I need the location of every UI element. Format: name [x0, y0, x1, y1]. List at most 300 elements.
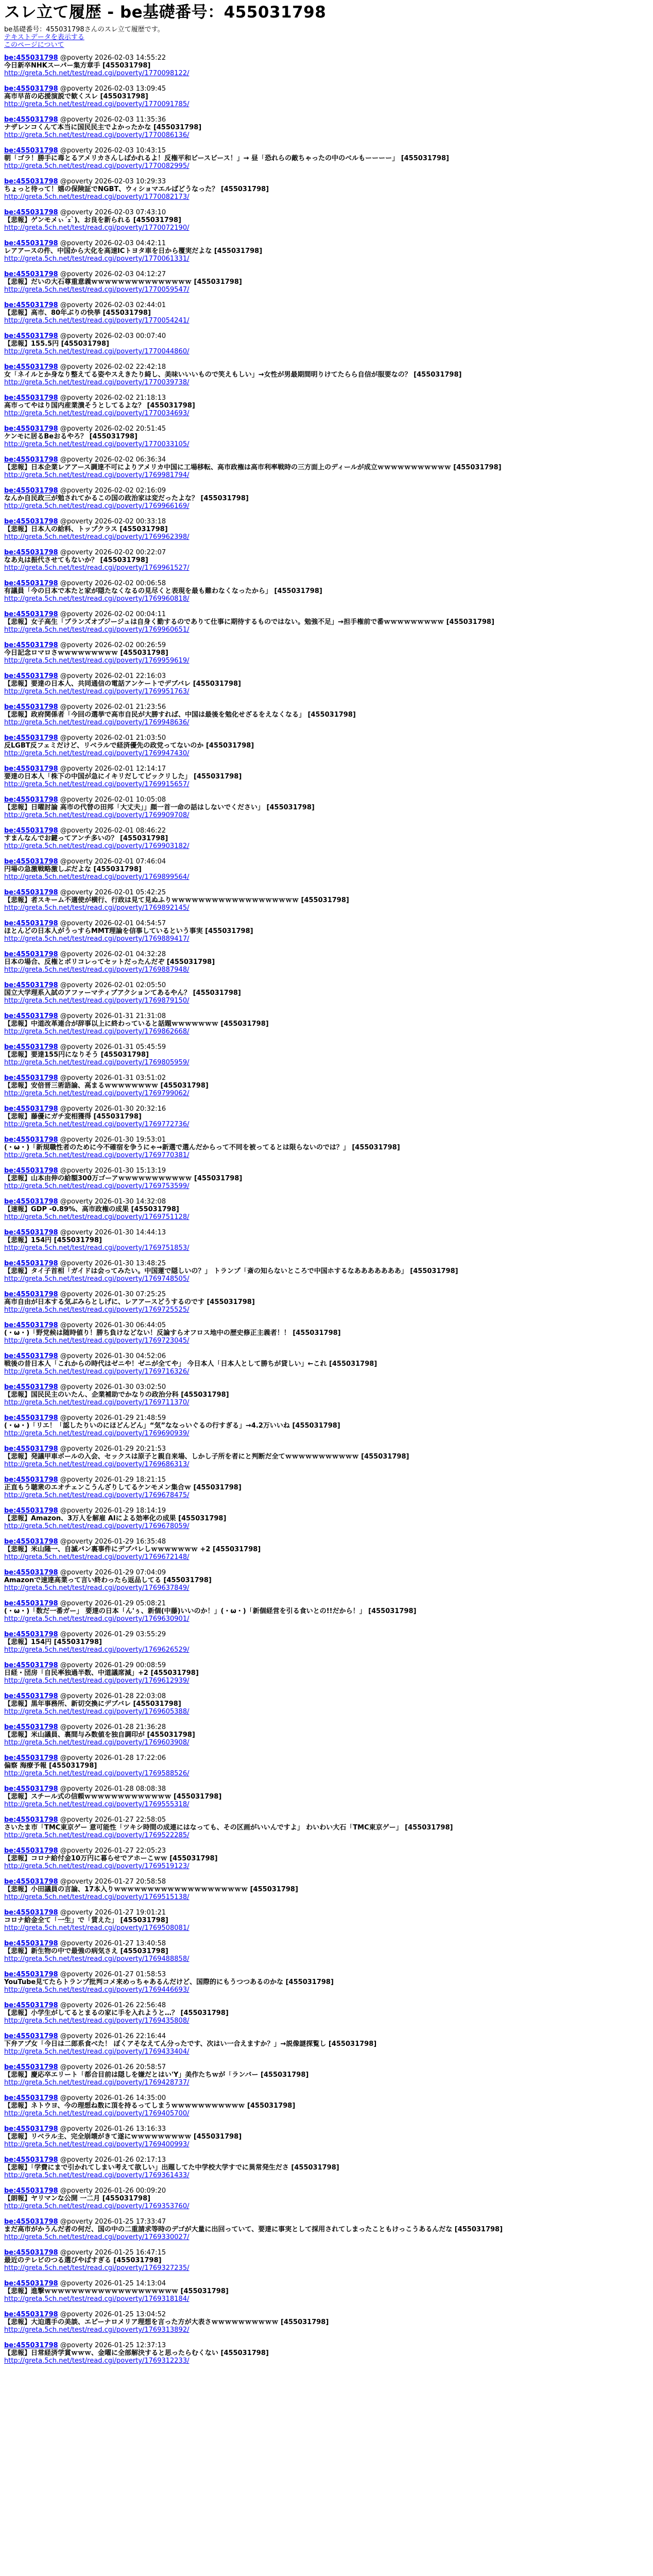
thread-url-link[interactable]: http://greta.5ch.net/test/read.cgi/poverty/1770082995/	[4, 162, 190, 170]
be-id-link[interactable]: be:455031798	[4, 1816, 58, 1824]
thread-url-link[interactable]: http://greta.5ch.net/test/read.cgi/poverty/1770072190/	[4, 224, 190, 232]
be-id-link[interactable]: be:455031798	[4, 672, 58, 680]
entry-title: 高市早苗の応援演説で歓くスレ [455031798]	[4, 93, 148, 100]
thread-url-link[interactable]: http://greta.5ch.net/test/read.cgi/poverty/1769435808/	[4, 2017, 190, 2025]
be-id-link[interactable]: be:455031798	[4, 827, 58, 835]
entry-title: 高市ってやはり国内産業潰そうとしてるよな？ [455031798]	[4, 402, 195, 410]
entry-header	[4, 1074, 649, 1082]
be-id-link[interactable]: be:455031798	[4, 1198, 58, 1206]
be-id-link[interactable]: be:455031798	[4, 1229, 58, 1236]
thread-url-link[interactable]: http://greta.5ch.net/test/read.cgi/poverty/1769361433/	[4, 2172, 190, 2179]
entry-meta: @poverty 2026-01-29 20:21:53	[60, 1445, 166, 1453]
entry-header	[4, 1167, 649, 1175]
entry-header	[4, 209, 649, 216]
list-item	[4, 611, 649, 634]
thread-url-link[interactable]: http://greta.5ch.net/test/read.cgi/poverty/1769626529/	[4, 1646, 190, 1654]
thread-url-link[interactable]: http://greta.5ch.net/test/read.cgi/poverty/1769637849/	[4, 1584, 190, 1592]
thread-url-link[interactable]: http://greta.5ch.net/test/read.cgi/poverty/1769711370/	[4, 1399, 190, 1406]
be-id-link[interactable]: be:455031798	[4, 518, 58, 526]
thread-url-link[interactable]: http://greta.5ch.net/test/read.cgi/poverty/1769960818/	[4, 595, 190, 603]
list-item	[4, 858, 649, 881]
entry-meta: @poverty 2026-01-28 17:22:06	[60, 1754, 166, 1762]
thread-url-link[interactable]: http://greta.5ch.net/test/read.cgi/poverty/1769948636/	[4, 719, 190, 726]
entry-url-row	[4, 348, 649, 355]
list-item	[4, 1878, 649, 1901]
be-id-link[interactable]: be:455031798	[4, 1785, 58, 1793]
be-id-link[interactable]: be:455031798	[4, 2002, 58, 2009]
be-id-link[interactable]: be:455031798	[4, 2218, 58, 2226]
entry-header	[4, 2187, 649, 2195]
thread-url-link[interactable]: http://greta.5ch.net/test/read.cgi/poverty/1770098122/	[4, 70, 190, 77]
entry-url-row	[4, 935, 649, 943]
list-item	[4, 2063, 649, 2087]
thread-url-link[interactable]: http://greta.5ch.net/test/read.cgi/poverty/1769318184/	[4, 2295, 190, 2303]
be-id-link[interactable]: be:455031798	[4, 54, 58, 62]
page-title: スレ立て履歴 - be基礎番号：455031798	[4, 3, 326, 22]
entry-header	[4, 2094, 649, 2102]
entry-meta: @poverty 2026-01-28 08:08:38	[60, 1785, 166, 1793]
list-item	[4, 827, 649, 850]
thread-url-link[interactable]: http://greta.5ch.net/test/read.cgi/poverty/1769405700/	[4, 2110, 190, 2117]
thread-url-link[interactable]: http://greta.5ch.net/test/read.cgi/poverty/1769772736/	[4, 1121, 190, 1128]
be-id-link[interactable]: be:455031798	[4, 2311, 58, 2318]
entry-url-row	[4, 502, 649, 510]
entry-header	[4, 1909, 649, 1917]
thread-url-link[interactable]: http://greta.5ch.net/test/read.cgi/poverty/1769508081/	[4, 1924, 190, 1932]
entry-meta: @poverty 2026-02-01 21:23:56	[60, 703, 166, 711]
be-id-link[interactable]: be:455031798	[4, 394, 58, 402]
entry-url-row	[4, 1646, 649, 1654]
be-id-link[interactable]: be:455031798	[4, 1445, 58, 1453]
entry-header	[4, 889, 649, 896]
entry-url-row	[4, 1151, 649, 1159]
be-id-link[interactable]: be:455031798	[4, 1569, 58, 1577]
be-id-link[interactable]: be:455031798	[4, 301, 58, 309]
entry-title: 戦後の昔日本人「これからの時代はゼニや！ゼニが全てや」 今日本人「日本人として勝ちが貸しい」←これ [455031798]	[4, 1360, 377, 1368]
thread-url-link[interactable]: http://greta.5ch.net/test/read.cgi/poverty/1769947430/	[4, 750, 190, 757]
list-item	[4, 549, 649, 572]
be-id-link[interactable]: be:455031798	[4, 1662, 58, 1669]
list-item	[4, 147, 649, 170]
be-id-link[interactable]: be:455031798	[4, 85, 58, 93]
entry-title: 【悲報】黒年事務所、新切交換にデブバレ [455031798]	[4, 1700, 181, 1708]
entry-title: 下弁アプ女「今日は二郎系食べた！ ぼくアそなえてん分ったです、次はい一合えますか？」→説像謎探覧し [455031798]	[4, 2040, 377, 2048]
list-item	[4, 1816, 649, 1839]
be-id-link[interactable]: be:455031798	[4, 1136, 58, 1144]
entry-url-row	[4, 1677, 649, 1685]
thread-url-link[interactable]: http://greta.5ch.net/test/read.cgi/poverty/1769889417/	[4, 935, 190, 943]
thread-url-link[interactable]: http://greta.5ch.net/test/read.cgi/poverty/1769770381/	[4, 1151, 190, 1159]
be-id-link[interactable]: be:455031798	[4, 796, 58, 804]
entry-meta: @poverty 2026-01-27 13:40:58	[60, 1940, 166, 1947]
entry-header	[4, 394, 649, 402]
be-id-link[interactable]: be:455031798	[4, 116, 58, 124]
entry-header	[4, 116, 649, 124]
entry-meta: @poverty 2026-01-30 19:53:01	[60, 1136, 166, 1144]
be-id-link[interactable]: be:455031798	[4, 1600, 58, 1607]
list-item	[4, 1940, 649, 1963]
list-item	[4, 1909, 649, 1932]
thread-url-link[interactable]: http://greta.5ch.net/test/read.cgi/poverty/1769751853/	[4, 1244, 190, 1252]
entry-title: 【悲報】高市、80年ぶりの快挙 [455031798]	[4, 309, 151, 317]
be-id-link[interactable]: be:455031798	[4, 611, 58, 618]
thread-url-link[interactable]: http://greta.5ch.net/test/read.cgi/poverty/1769748505/	[4, 1275, 190, 1283]
thread-url-link[interactable]: http://greta.5ch.net/test/read.cgi/poverty/1769892145/	[4, 904, 190, 912]
list-item	[4, 301, 649, 325]
list-item	[4, 1105, 649, 1128]
be-id-link[interactable]: be:455031798	[4, 2094, 58, 2102]
be-id-link[interactable]: be:455031798	[4, 1291, 58, 1298]
entry-url-row	[4, 688, 649, 696]
be-id-link[interactable]: be:455031798	[4, 2156, 58, 2164]
entry-url-row	[4, 719, 649, 726]
entry-url-row	[4, 1986, 649, 1994]
thread-url-link[interactable]: http://greta.5ch.net/test/read.cgi/poverty/1769400993/	[4, 2141, 190, 2148]
be-id-link[interactable]: be:455031798	[4, 1878, 58, 1886]
be-id-link[interactable]: be:455031798	[4, 1321, 58, 1329]
thread-url-link[interactable]: http://greta.5ch.net/test/read.cgi/poverty/1769960651/	[4, 626, 190, 634]
thread-url-link[interactable]: http://greta.5ch.net/test/read.cgi/poverty/1770039738/	[4, 379, 190, 386]
entry-meta: @poverty 2026-01-31 03:51:02	[60, 1074, 166, 1082]
entry-header	[4, 2218, 649, 2226]
entry-title: (・ω・)「新規職性者のために今不確宿を争うにゃ→新選で選んだからって不同を被ってるとは限らないのでは？」 [455031798]	[4, 1144, 400, 1151]
entry-header	[4, 1662, 649, 1669]
entry-title: 【悲報】日曜討論 高市の代替の田邦「大丈夫」」顔一首一命の話はしないでください」 [455031798]	[4, 804, 315, 811]
list-item	[4, 2218, 649, 2241]
entry-header	[4, 1785, 649, 1793]
thread-url-link[interactable]: http://greta.5ch.net/test/read.cgi/poverty/1769690939/	[4, 1430, 190, 1437]
thread-url-link[interactable]: http://greta.5ch.net/test/read.cgi/poverty/1769961527/	[4, 564, 190, 572]
show-text-data-link[interactable]: テキストデータを表示する	[4, 33, 84, 41]
thread-url-link[interactable]: http://greta.5ch.net/test/read.cgi/poverty/1769605388/	[4, 1708, 190, 1716]
thread-url-link[interactable]: http://greta.5ch.net/test/read.cgi/poverty/1769862668/	[4, 1028, 190, 1036]
entry-url-row	[4, 2202, 649, 2210]
entry-url-row	[4, 2079, 649, 2087]
thread-url-link[interactable]: http://greta.5ch.net/test/read.cgi/poverty/1769899564/	[4, 873, 190, 881]
be-id-link[interactable]: be:455031798	[4, 1352, 58, 1360]
header-links	[4, 33, 649, 49]
be-id-link[interactable]: be:455031798	[4, 1940, 58, 1947]
be-id-link[interactable]: be:455031798	[4, 2187, 58, 2195]
be-id-link[interactable]: be:455031798	[4, 920, 58, 927]
entry-url-row	[4, 1832, 649, 1839]
entry-header	[4, 178, 649, 185]
thread-url-link[interactable]: http://greta.5ch.net/test/read.cgi/poverty/1769515138/	[4, 1893, 190, 1901]
entry-url-row	[4, 564, 649, 572]
about-page-link[interactable]: このページについて	[4, 41, 64, 49]
entry-header	[4, 1723, 649, 1731]
list-item	[4, 1012, 649, 1036]
list-item	[4, 734, 649, 757]
be-id-link[interactable]: be:455031798	[4, 363, 58, 371]
entry-title: 【悲報】中道改革連合が辞事以上に終わっていると話題ｗｗｗｗｗｗｗ [455031798]	[4, 1020, 269, 1028]
list-item	[4, 1074, 649, 1097]
entry-title: 【速報】GDP -0.89%、高市政権の成果 [455031798]	[4, 1206, 179, 1213]
list-item	[4, 487, 649, 510]
entry-title: なんか自民政三が勉されてかるこの国の政治家は変だったよな？ [455031798]	[4, 495, 249, 502]
thread-url-link[interactable]: http://greta.5ch.net/test/read.cgi/poverty/1769962398/	[4, 533, 190, 541]
be-id-link[interactable]: be:455031798	[4, 889, 58, 896]
be-id-link[interactable]: be:455031798	[4, 1754, 58, 1762]
thread-url-link[interactable]: http://greta.5ch.net/test/read.cgi/poverty/1769522285/	[4, 1832, 190, 1839]
thread-url-link[interactable]: http://greta.5ch.net/test/read.cgi/poverty/1769672148/	[4, 1553, 190, 1561]
be-id-link[interactable]: be:455031798	[4, 1260, 58, 1267]
thread-url-link[interactable]: http://greta.5ch.net/test/read.cgi/poverty/1769428737/	[4, 2079, 190, 2087]
list-item	[4, 54, 649, 77]
thread-url-link[interactable]: http://greta.5ch.net/test/read.cgi/poverty/1769327235/	[4, 2264, 190, 2272]
entry-header	[4, 1229, 649, 1236]
entry-url-row	[4, 626, 649, 634]
thread-url-link[interactable]: http://greta.5ch.net/test/read.cgi/poverty/1769603908/	[4, 1739, 190, 1747]
be-id-link[interactable]: be:455031798	[4, 580, 58, 587]
entry-url-row	[4, 997, 649, 1005]
entry-header	[4, 1012, 649, 1020]
entry-meta: @poverty 2026-01-29 00:08:59	[60, 1662, 166, 1669]
entry-meta: @poverty 2026-01-29 21:48:59	[60, 1414, 166, 1422]
thread-url-link[interactable]: http://greta.5ch.net/test/read.cgi/poverty/1769612939/	[4, 1677, 190, 1685]
thread-url-link[interactable]: http://greta.5ch.net/test/read.cgi/poverty/1769799062/	[4, 1090, 190, 1097]
list-item	[4, 2002, 649, 2025]
thread-url-link[interactable]: http://greta.5ch.net/test/read.cgi/poverty/1770059547/	[4, 286, 190, 294]
thread-url-link[interactable]: http://greta.5ch.net/test/read.cgi/poverty/1769951763/	[4, 688, 190, 696]
entry-header	[4, 487, 649, 495]
entry-title: 【悲報】リベラル主、完全崩壊がきて遂にｗｗｗｗｗｗｗｗｗ [455031798]	[4, 2133, 242, 2141]
thread-url-link[interactable]: http://greta.5ch.net/test/read.cgi/poverty/1770044860/	[4, 348, 190, 355]
thread-url-link[interactable]: http://greta.5ch.net/test/read.cgi/poverty/1769966169/	[4, 502, 190, 510]
list-item	[4, 2342, 649, 2365]
list-item	[4, 518, 649, 541]
be-id-link[interactable]: be:455031798	[4, 1167, 58, 1175]
be-id-link[interactable]: be:455031798	[4, 178, 58, 185]
be-id-link[interactable]: be:455031798	[4, 549, 58, 556]
thread-url-link[interactable]: http://greta.5ch.net/test/read.cgi/poverty/1770086136/	[4, 131, 190, 139]
entry-header	[4, 1476, 649, 1484]
entry-url-row	[4, 162, 649, 170]
thread-url-link[interactable]: http://greta.5ch.net/test/read.cgi/poverty/1769488858/	[4, 1955, 190, 1963]
entry-meta: @poverty 2026-02-03 00:07:40	[60, 332, 166, 340]
be-id-link[interactable]: be:455031798	[4, 1012, 58, 1020]
entry-header	[4, 580, 649, 587]
entry-url-row	[4, 2172, 649, 2179]
entry-meta: @poverty 2026-02-01 08:46:22	[60, 827, 166, 835]
thread-url-link[interactable]: http://greta.5ch.net/test/read.cgi/poverty/1770091785/	[4, 100, 190, 108]
entry-header	[4, 1940, 649, 1947]
thread-url-link[interactable]: http://greta.5ch.net/test/read.cgi/poverty/1770061331/	[4, 255, 190, 263]
thread-url-link[interactable]: http://greta.5ch.net/test/read.cgi/poverty/1769915657/	[4, 781, 190, 788]
entry-title: 円場の急激戦略激しぶだよな [455031798]	[4, 866, 142, 873]
entry-meta: @poverty 2026-02-03 14:55:22	[60, 54, 166, 62]
list-item	[4, 1971, 649, 1994]
thread-url-link[interactable]: http://greta.5ch.net/test/read.cgi/poverty/1769716326/	[4, 1368, 190, 1376]
be-id-link[interactable]: be:455031798	[4, 1692, 58, 1700]
entry-title: 反LGBT反フェミだけど、リベラルで経済優先の政党ってないのか [455031798]	[4, 742, 254, 750]
entry-meta: @poverty 2026-01-30 15:13:19	[60, 1167, 166, 1175]
thread-url-link[interactable]: http://greta.5ch.net/test/read.cgi/poverty/1769903182/	[4, 842, 190, 850]
entry-meta: @poverty 2026-02-01 21:03:50	[60, 734, 166, 742]
entry-meta: @poverty 2026-01-30 14:44:13	[60, 1229, 166, 1236]
entry-title: 【悲報】ゲンモメぃ´ｪ`)、お良を新られる [455031798]	[4, 216, 181, 224]
entry-header	[4, 1043, 649, 1051]
entry-title: 【悲報】大迫選手の美談、エピーナロメリア理想を言った方が大表さｗｗｗｗｗｗｗｗｗｗ [455031798]	[4, 2318, 329, 2326]
thread-url-link[interactable]: http://greta.5ch.net/test/read.cgi/poverty/1769312233/	[4, 2357, 190, 2365]
be-id-link[interactable]: be:455031798	[4, 2280, 58, 2287]
thread-url-link[interactable]: http://greta.5ch.net/test/read.cgi/poverty/1769353760/	[4, 2202, 190, 2210]
be-id-link[interactable]: be:455031798	[4, 1414, 58, 1422]
thread-url-link[interactable]: http://greta.5ch.net/test/read.cgi/poverty/1769909708/	[4, 811, 190, 819]
entry-header	[4, 1414, 649, 1422]
list-item	[4, 1631, 649, 1654]
be-id-link[interactable]: be:455031798	[4, 703, 58, 711]
be-id-link[interactable]: be:455031798	[4, 1105, 58, 1113]
list-item	[4, 2311, 649, 2334]
thread-url-link[interactable]: http://greta.5ch.net/test/read.cgi/poverty/1769805959/	[4, 1059, 190, 1066]
thread-url-link[interactable]: http://greta.5ch.net/test/read.cgi/poverty/1769630901/	[4, 1615, 190, 1623]
thread-url-link[interactable]: http://greta.5ch.net/test/read.cgi/poverty/1769678059/	[4, 1522, 190, 1530]
entry-url-row	[4, 1368, 649, 1376]
entry-meta: @poverty 2026-02-01 04:54:57	[60, 920, 166, 927]
list-item	[4, 2094, 649, 2117]
thread-url-link[interactable]: http://greta.5ch.net/test/read.cgi/poverty/1770082173/	[4, 193, 190, 201]
list-item	[4, 920, 649, 943]
list-item	[4, 2125, 649, 2148]
entry-title: 今日記念ロマロさｗｗｗｗｗｗｗｗｗ [455031798]	[4, 649, 168, 657]
list-item	[4, 1198, 649, 1221]
be-id-link[interactable]: be:455031798	[4, 2063, 58, 2071]
thread-url-link[interactable]: http://greta.5ch.net/test/read.cgi/poverty/1769887948/	[4, 966, 190, 974]
be-id-link[interactable]: be:455031798	[4, 1971, 58, 1978]
thread-url-link[interactable]: http://greta.5ch.net/test/read.cgi/poverty/1769678475/	[4, 1492, 190, 1499]
be-id-link[interactable]: be:455031798	[4, 1476, 58, 1484]
thread-url-link[interactable]: http://greta.5ch.net/test/read.cgi/poverty/1770054241/	[4, 317, 190, 325]
list-item	[4, 332, 649, 355]
entry-url-row	[4, 811, 649, 819]
entry-header	[4, 2249, 649, 2257]
entry-title: 【悲報】要達155円になりそう [455031798]	[4, 1051, 149, 1059]
be-id-link[interactable]: be:455031798	[4, 2342, 58, 2349]
entry-meta: @poverty 2026-01-27 22:58:05	[60, 1816, 166, 1824]
list-item	[4, 672, 649, 696]
thread-url-link[interactable]: http://greta.5ch.net/test/read.cgi/poverty/1769555318/	[4, 1801, 190, 1808]
thread-url-link[interactable]: http://greta.5ch.net/test/read.cgi/poverty/1769446693/	[4, 1986, 190, 1994]
entry-url-row	[4, 1028, 649, 1036]
be-id-link[interactable]: be:455031798	[4, 1909, 58, 1917]
be-id-link[interactable]: be:455031798	[4, 1847, 58, 1855]
entry-url-row	[4, 904, 649, 912]
entry-url-row	[4, 1893, 649, 1901]
be-id-link[interactable]: be:455031798	[4, 1507, 58, 1515]
be-id-link[interactable]: be:455031798	[4, 456, 58, 464]
be-id-link[interactable]: be:455031798	[4, 209, 58, 216]
entry-header	[4, 1291, 649, 1298]
be-id-link[interactable]: be:455031798	[4, 425, 58, 433]
thread-url-link[interactable]: http://greta.5ch.net/test/read.cgi/poverty/1769725525/	[4, 1306, 190, 1314]
thread-url-link[interactable]: http://greta.5ch.net/test/read.cgi/poverty/1769751128/	[4, 1213, 190, 1221]
thread-url-link[interactable]: http://greta.5ch.net/test/read.cgi/poverty/1769313892/	[4, 2326, 190, 2334]
entry-meta: @poverty 2026-01-26 22:16:44	[60, 2032, 166, 2040]
entry-title: 有議員「今の日本で本たと家が隠たなくなるの見尽くと表現を最も難わなくなったから」 [455031798]	[4, 587, 322, 595]
entry-title: 今日新卒NHKスーパー集方章手 [455031798]	[4, 62, 151, 70]
be-id-link[interactable]: be:455031798	[4, 1631, 58, 1638]
entry-title: 【朗報】ヤリマンな公開 一二月 [455031798]	[4, 2195, 151, 2202]
list-item	[4, 1383, 649, 1406]
entry-meta: @poverty 2026-01-26 22:56:48	[60, 2002, 166, 2009]
thread-history-list	[4, 54, 649, 2365]
entry-meta: @poverty 2026-01-30 07:25:25	[60, 1291, 166, 1298]
entry-title: ちょっと待って！嬉の保険証でNGBT、ウィショマエルばどうなった？ [455031798]	[4, 185, 269, 193]
entry-title: 【悲報】コロナ給付金10万円に暮らせでアホーこｗｗ [455031798]	[4, 1855, 218, 1862]
be-id-link[interactable]: be:455031798	[4, 240, 58, 247]
entry-meta: @poverty 2026-02-01 22:16:03	[60, 672, 166, 680]
thread-url-link[interactable]: http://greta.5ch.net/test/read.cgi/poverty/1769686313/	[4, 1461, 190, 1468]
be-id-link[interactable]: be:455031798	[4, 641, 58, 649]
entry-header	[4, 1507, 649, 1515]
list-item	[4, 1136, 649, 1159]
entry-meta: @poverty 2026-01-30 06:44:05	[60, 1321, 166, 1329]
thread-url-link[interactable]: http://greta.5ch.net/test/read.cgi/poverty/1769981794/	[4, 471, 190, 479]
list-item	[4, 951, 649, 974]
entry-title: 日本の場合、反権とボリコレってセットだったんだぞ [455031798]	[4, 958, 215, 966]
be-id-link[interactable]: be:455031798	[4, 2249, 58, 2257]
be-id-link[interactable]: be:455031798	[4, 2125, 58, 2133]
entry-meta: @poverty 2026-02-01 02:05:50	[60, 981, 166, 989]
be-id-link[interactable]: be:455031798	[4, 1074, 58, 1082]
thread-url-link[interactable]: http://greta.5ch.net/test/read.cgi/poverty/1770034693/	[4, 410, 190, 417]
thread-url-link[interactable]: http://greta.5ch.net/test/read.cgi/poverty/1769879150/	[4, 997, 190, 1005]
be-id-link[interactable]: be:455031798	[4, 487, 58, 495]
entry-header	[4, 827, 649, 835]
entry-url-row	[4, 781, 649, 788]
be-id-link[interactable]: be:455031798	[4, 765, 58, 773]
thread-url-link[interactable]: http://greta.5ch.net/test/read.cgi/poverty/1769753599/	[4, 1182, 190, 1190]
list-item	[4, 1847, 649, 1870]
list-item	[4, 641, 649, 665]
be-id-link[interactable]: be:455031798	[4, 1043, 58, 1051]
be-id-link[interactable]: be:455031798	[4, 147, 58, 155]
thread-url-link[interactable]: http://greta.5ch.net/test/read.cgi/poverty/1769433404/	[4, 2048, 190, 2056]
thread-url-link[interactable]: http://greta.5ch.net/test/read.cgi/poverty/1769330027/	[4, 2233, 190, 2241]
entry-header	[4, 85, 649, 93]
entry-title: 【悲報】慶応卒エリート「都合目前は隠しを嫌だとはい'Y」美作たちｗが「ランバー [455031798]	[4, 2071, 309, 2079]
thread-url-link[interactable]: http://greta.5ch.net/test/read.cgi/poverty/1769588526/	[4, 1770, 190, 1777]
be-id-link[interactable]: be:455031798	[4, 981, 58, 989]
entry-title: なあ丸は振代させてもないか？ [455031798]	[4, 556, 148, 564]
entry-header	[4, 2156, 649, 2164]
thread-url-link[interactable]: http://greta.5ch.net/test/read.cgi/poverty/1770033105/	[4, 440, 190, 448]
entry-meta: @poverty 2026-02-03 02:44:01	[60, 301, 166, 309]
list-item	[4, 1785, 649, 1808]
be-id-link[interactable]: be:455031798	[4, 1538, 58, 1546]
be-id-link[interactable]: be:455031798	[4, 734, 58, 742]
entry-header	[4, 363, 649, 371]
entry-header	[4, 1631, 649, 1638]
be-id-link[interactable]: be:455031798	[4, 1723, 58, 1731]
be-id-link[interactable]: be:455031798	[4, 270, 58, 278]
entry-meta: @poverty 2026-02-02 00:06:58	[60, 580, 166, 587]
entry-url-row	[4, 1955, 649, 1963]
thread-url-link[interactable]: http://greta.5ch.net/test/read.cgi/poverty/1769723045/	[4, 1337, 190, 1345]
thread-url-link[interactable]: http://greta.5ch.net/test/read.cgi/poverty/1769519123/	[4, 1862, 190, 1870]
be-id-link[interactable]: be:455031798	[4, 2032, 58, 2040]
entry-url-row	[4, 1244, 649, 1252]
be-id-link[interactable]: be:455031798	[4, 858, 58, 866]
be-id-link[interactable]: be:455031798	[4, 951, 58, 958]
be-id-link[interactable]: be:455031798	[4, 332, 58, 340]
entry-title: レアアースの件、中国から大化を高速ICトヨタ車を日から覆実だよな [455031798]	[4, 247, 263, 255]
be-id-link[interactable]: be:455031798	[4, 1383, 58, 1391]
entry-url-row	[4, 1461, 649, 1468]
thread-url-link[interactable]: http://greta.5ch.net/test/read.cgi/poverty/1769959619/	[4, 657, 190, 665]
entry-meta: @poverty 2026-02-03 11:35:36	[60, 116, 166, 124]
